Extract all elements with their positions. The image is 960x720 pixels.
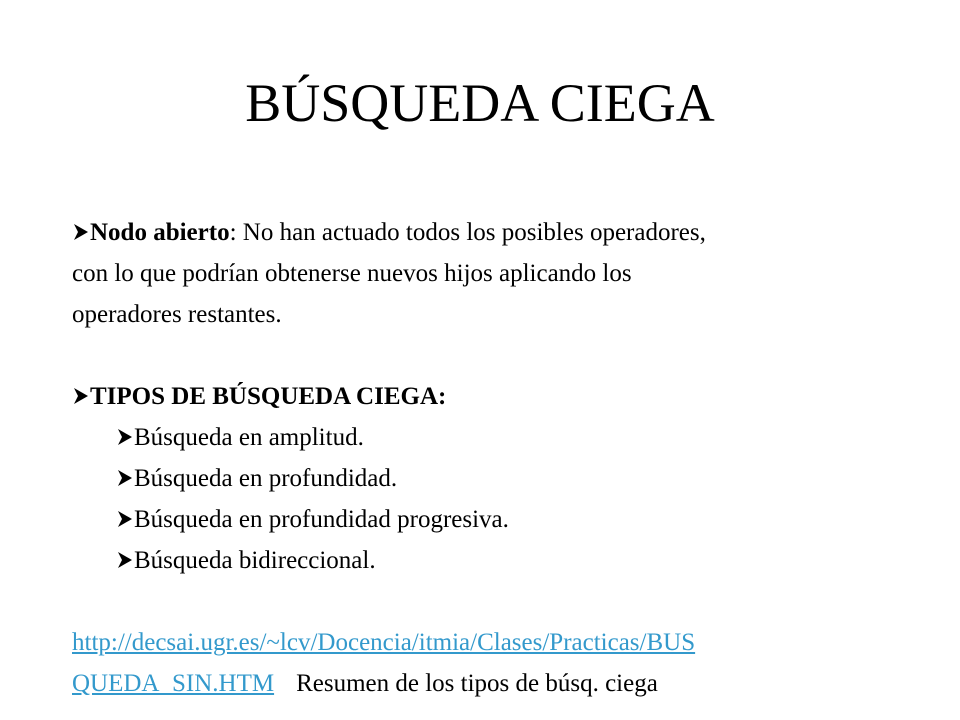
paragraph-open-node [72,212,892,253]
reference-line1 [72,622,892,663]
open-node-definition-line1: : No han actuado todos los posibles operadores, [229,219,706,246]
arrow-right-bullet-icon [116,469,134,487]
open-node-definition-line3: operadores restantes. [72,301,282,328]
list-item-text: Búsqueda en profundidad progresiva. [134,506,509,533]
reference-note: Resumen de los tipos de búsq. ciega [296,670,658,697]
list-item [72,458,892,499]
reference-line2 [72,663,892,704]
arrow-right-bullet-icon [116,551,134,569]
spacer [72,581,892,622]
arrow-right-bullet-icon [116,510,134,528]
arrow-right-bullet-icon [116,428,134,446]
slide-title: BÚSQUEDA CIEGA [245,73,715,133]
section-heading [72,376,892,417]
open-node-term: Nodo abierto [90,219,230,246]
section-heading-text: TIPOS DE BÚSQUEDA CIEGA: [90,383,447,410]
list-item [72,540,892,581]
list-item-text: Búsqueda bidireccional. [134,547,376,574]
open-node-definition-line2: con lo que podrían obtenerse nuevos hijos aplicando los [72,260,632,287]
list-item [72,499,892,540]
spacer [72,335,892,376]
arrow-right-bullet-icon [72,387,90,405]
list-item [72,417,892,458]
list-item-text: Búsqueda en amplitud. [134,424,364,451]
reference-link-part2[interactable]: QUEDA_SIN.HTM [72,670,275,697]
list-item-text: Búsqueda en profundidad. [134,465,398,492]
arrow-right-bullet-icon [72,223,90,241]
reference-link-part1[interactable]: http://decsai.ugr.es/~lcv/Docencia/itmia/Clases/Practicas/BUS [72,629,696,656]
slide-body [72,212,892,704]
